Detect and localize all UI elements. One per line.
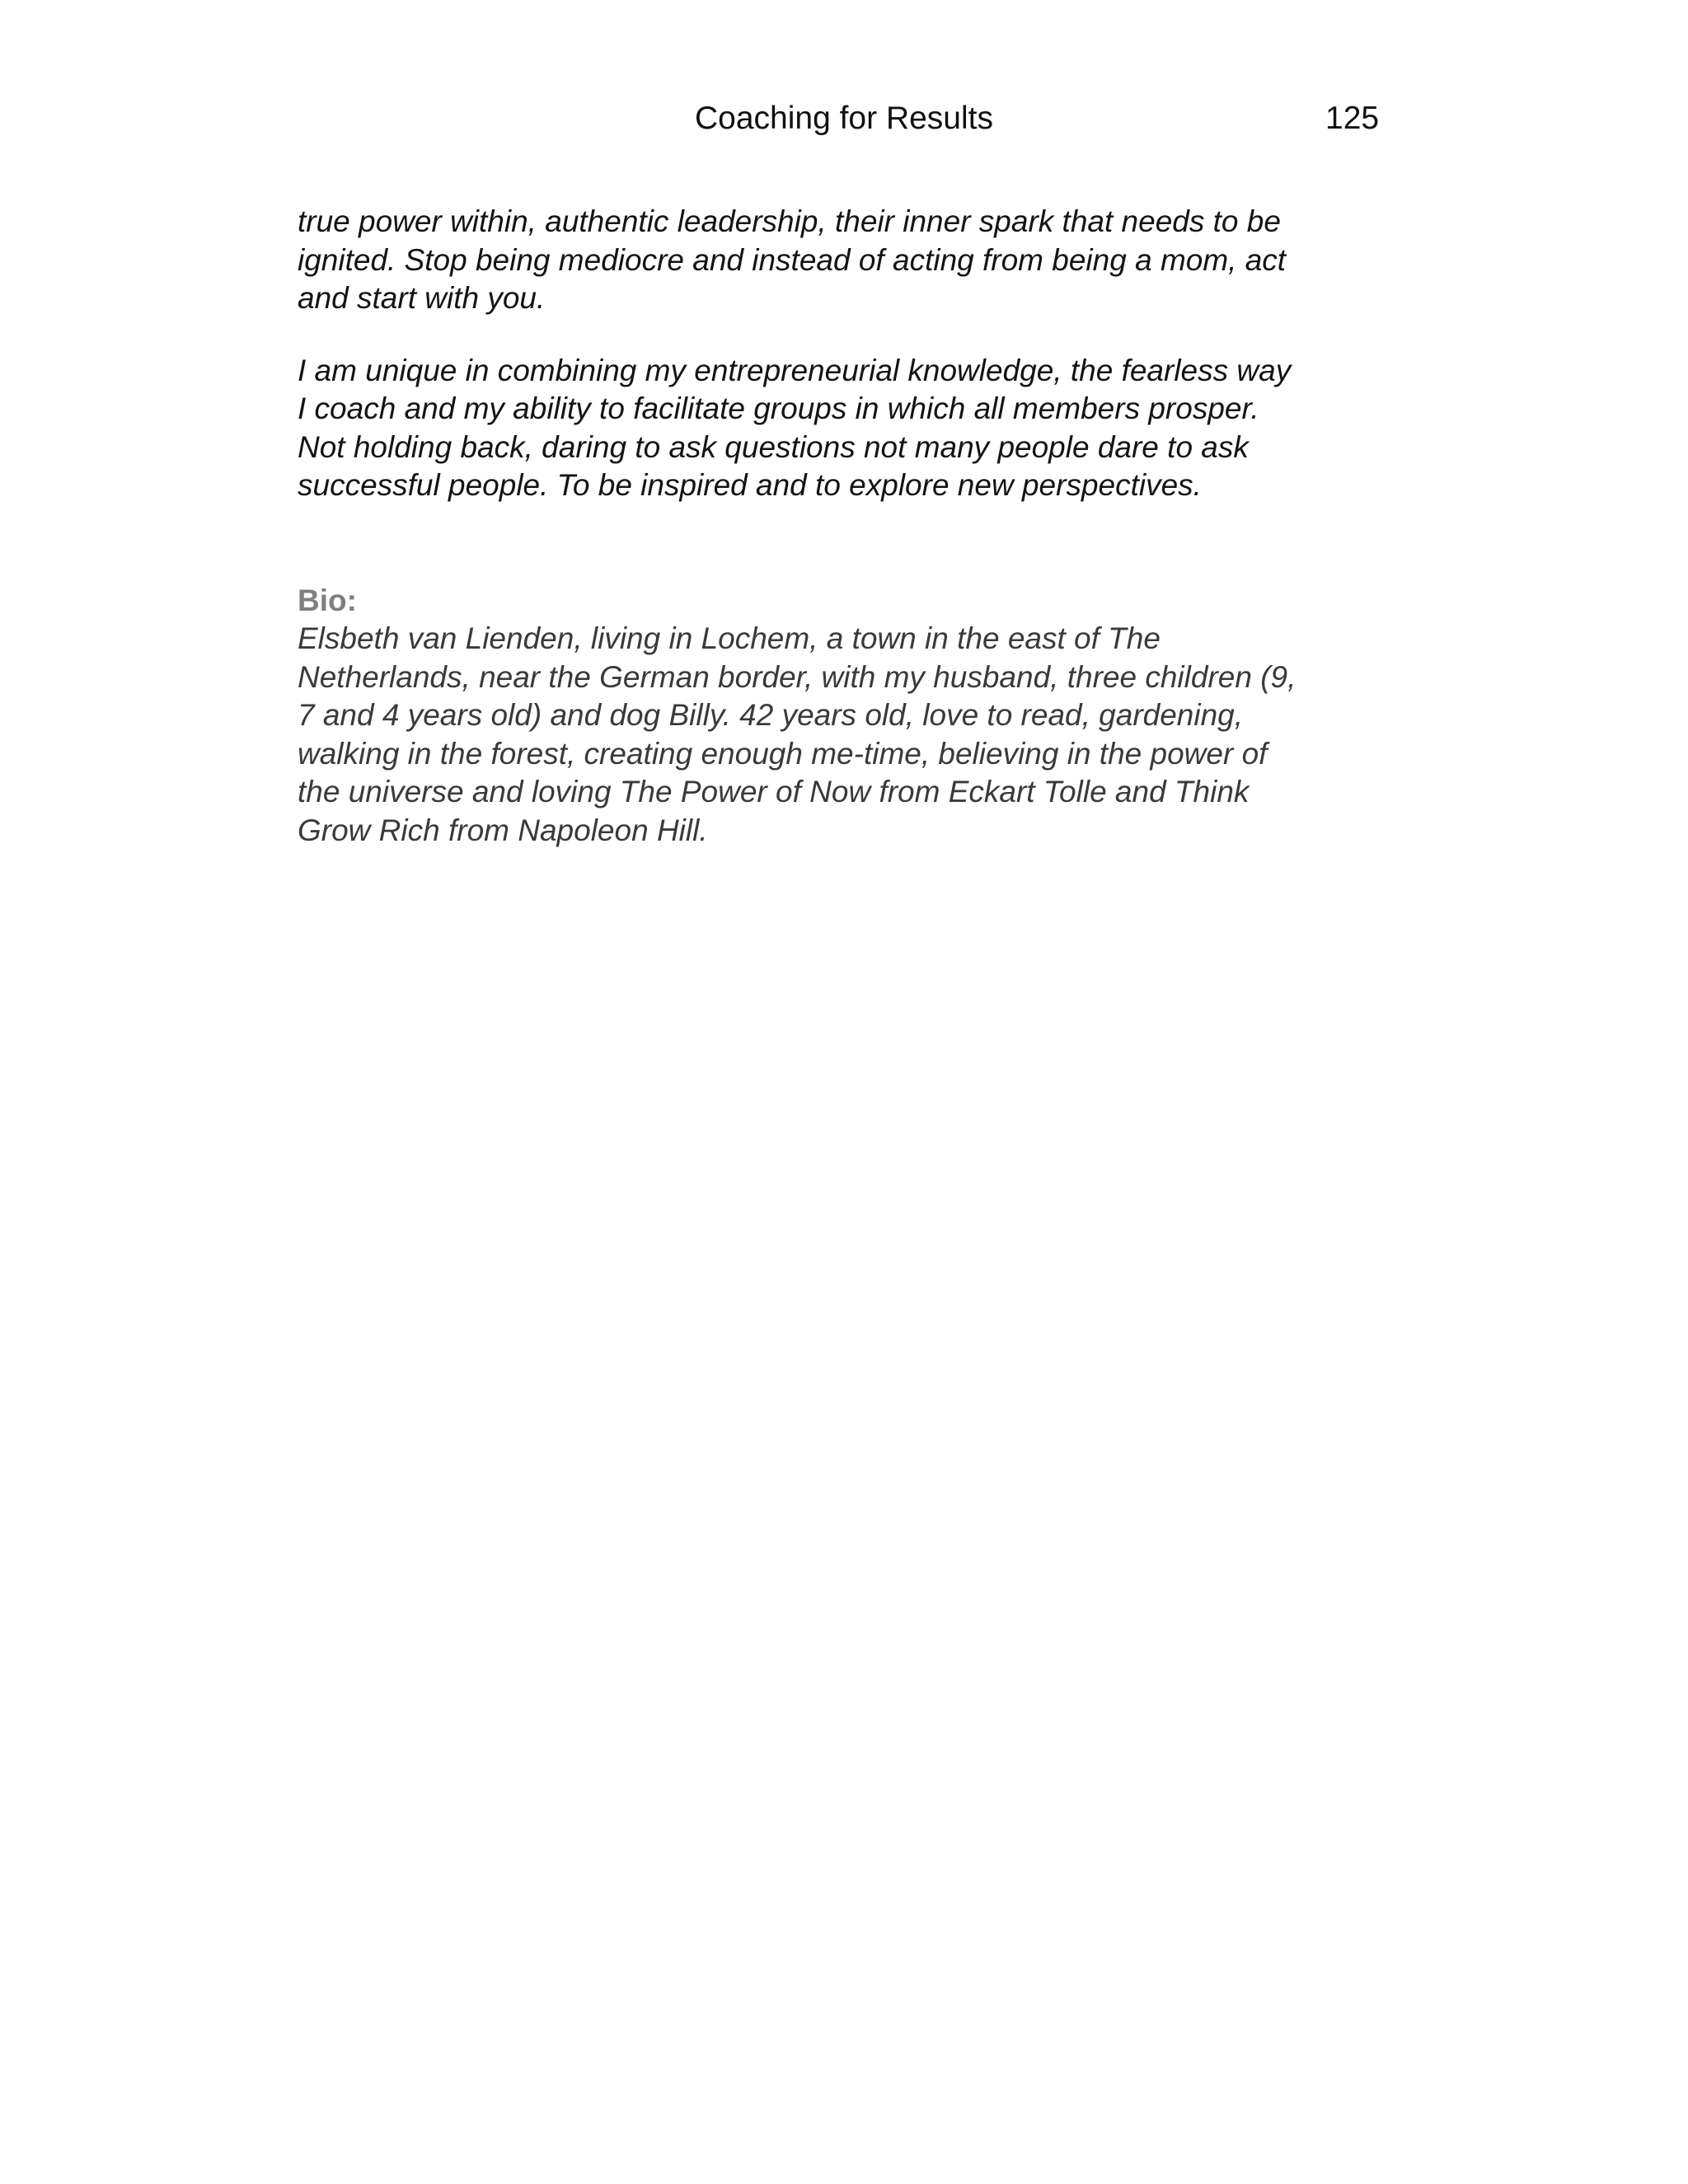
text-line: I coach and my ability to facilitate groups in which all members prosper. [298, 391, 1259, 425]
body-paragraph-1 [298, 203, 1402, 318]
text-line: and start with you. [298, 281, 546, 315]
text-line: successful people. To be inspired and to explore new perspectives. [298, 468, 1202, 502]
bio-text [298, 620, 1402, 850]
text-line: ignited. Stop being mediocre and instead of acting from being a mom, act [298, 242, 1287, 277]
text-line: I am unique in combining my entrepreneurial knowledge, the fearless way [298, 353, 1292, 387]
bio-line: the universe and loving The Power of Now from Eckart Tolle and Think [298, 775, 1250, 808]
page-body [298, 203, 1402, 850]
bio-line: Netherlands, near the German border, with my husband, three children (9, [298, 659, 1296, 694]
bio-line: walking in the forest, creating enough me-time, believing in the power of [298, 736, 1268, 771]
text-line: true power within, authentic leadership, their inner spark that needs to be [298, 204, 1281, 238]
running-header [0, 97, 1688, 140]
bio-section [298, 582, 1402, 851]
bio-line: 7 and 4 years old) and dog Billy. 42 years old, love to read, gardening, [298, 698, 1244, 732]
bio-heading: Bio: [298, 583, 357, 617]
bio-line: Elsbeth van Lienden, living in Lochem, a town in the east of The [298, 621, 1160, 655]
bio-line: Grow Rich from Napoleon Hill. [298, 813, 708, 847]
text-line: Not holding back, daring to ask questions not many people dare to ask [298, 429, 1249, 464]
body-paragraph-2 [298, 352, 1402, 505]
page-number: 125 [1325, 101, 1380, 136]
running-header-title: Coaching for Results [694, 101, 993, 136]
